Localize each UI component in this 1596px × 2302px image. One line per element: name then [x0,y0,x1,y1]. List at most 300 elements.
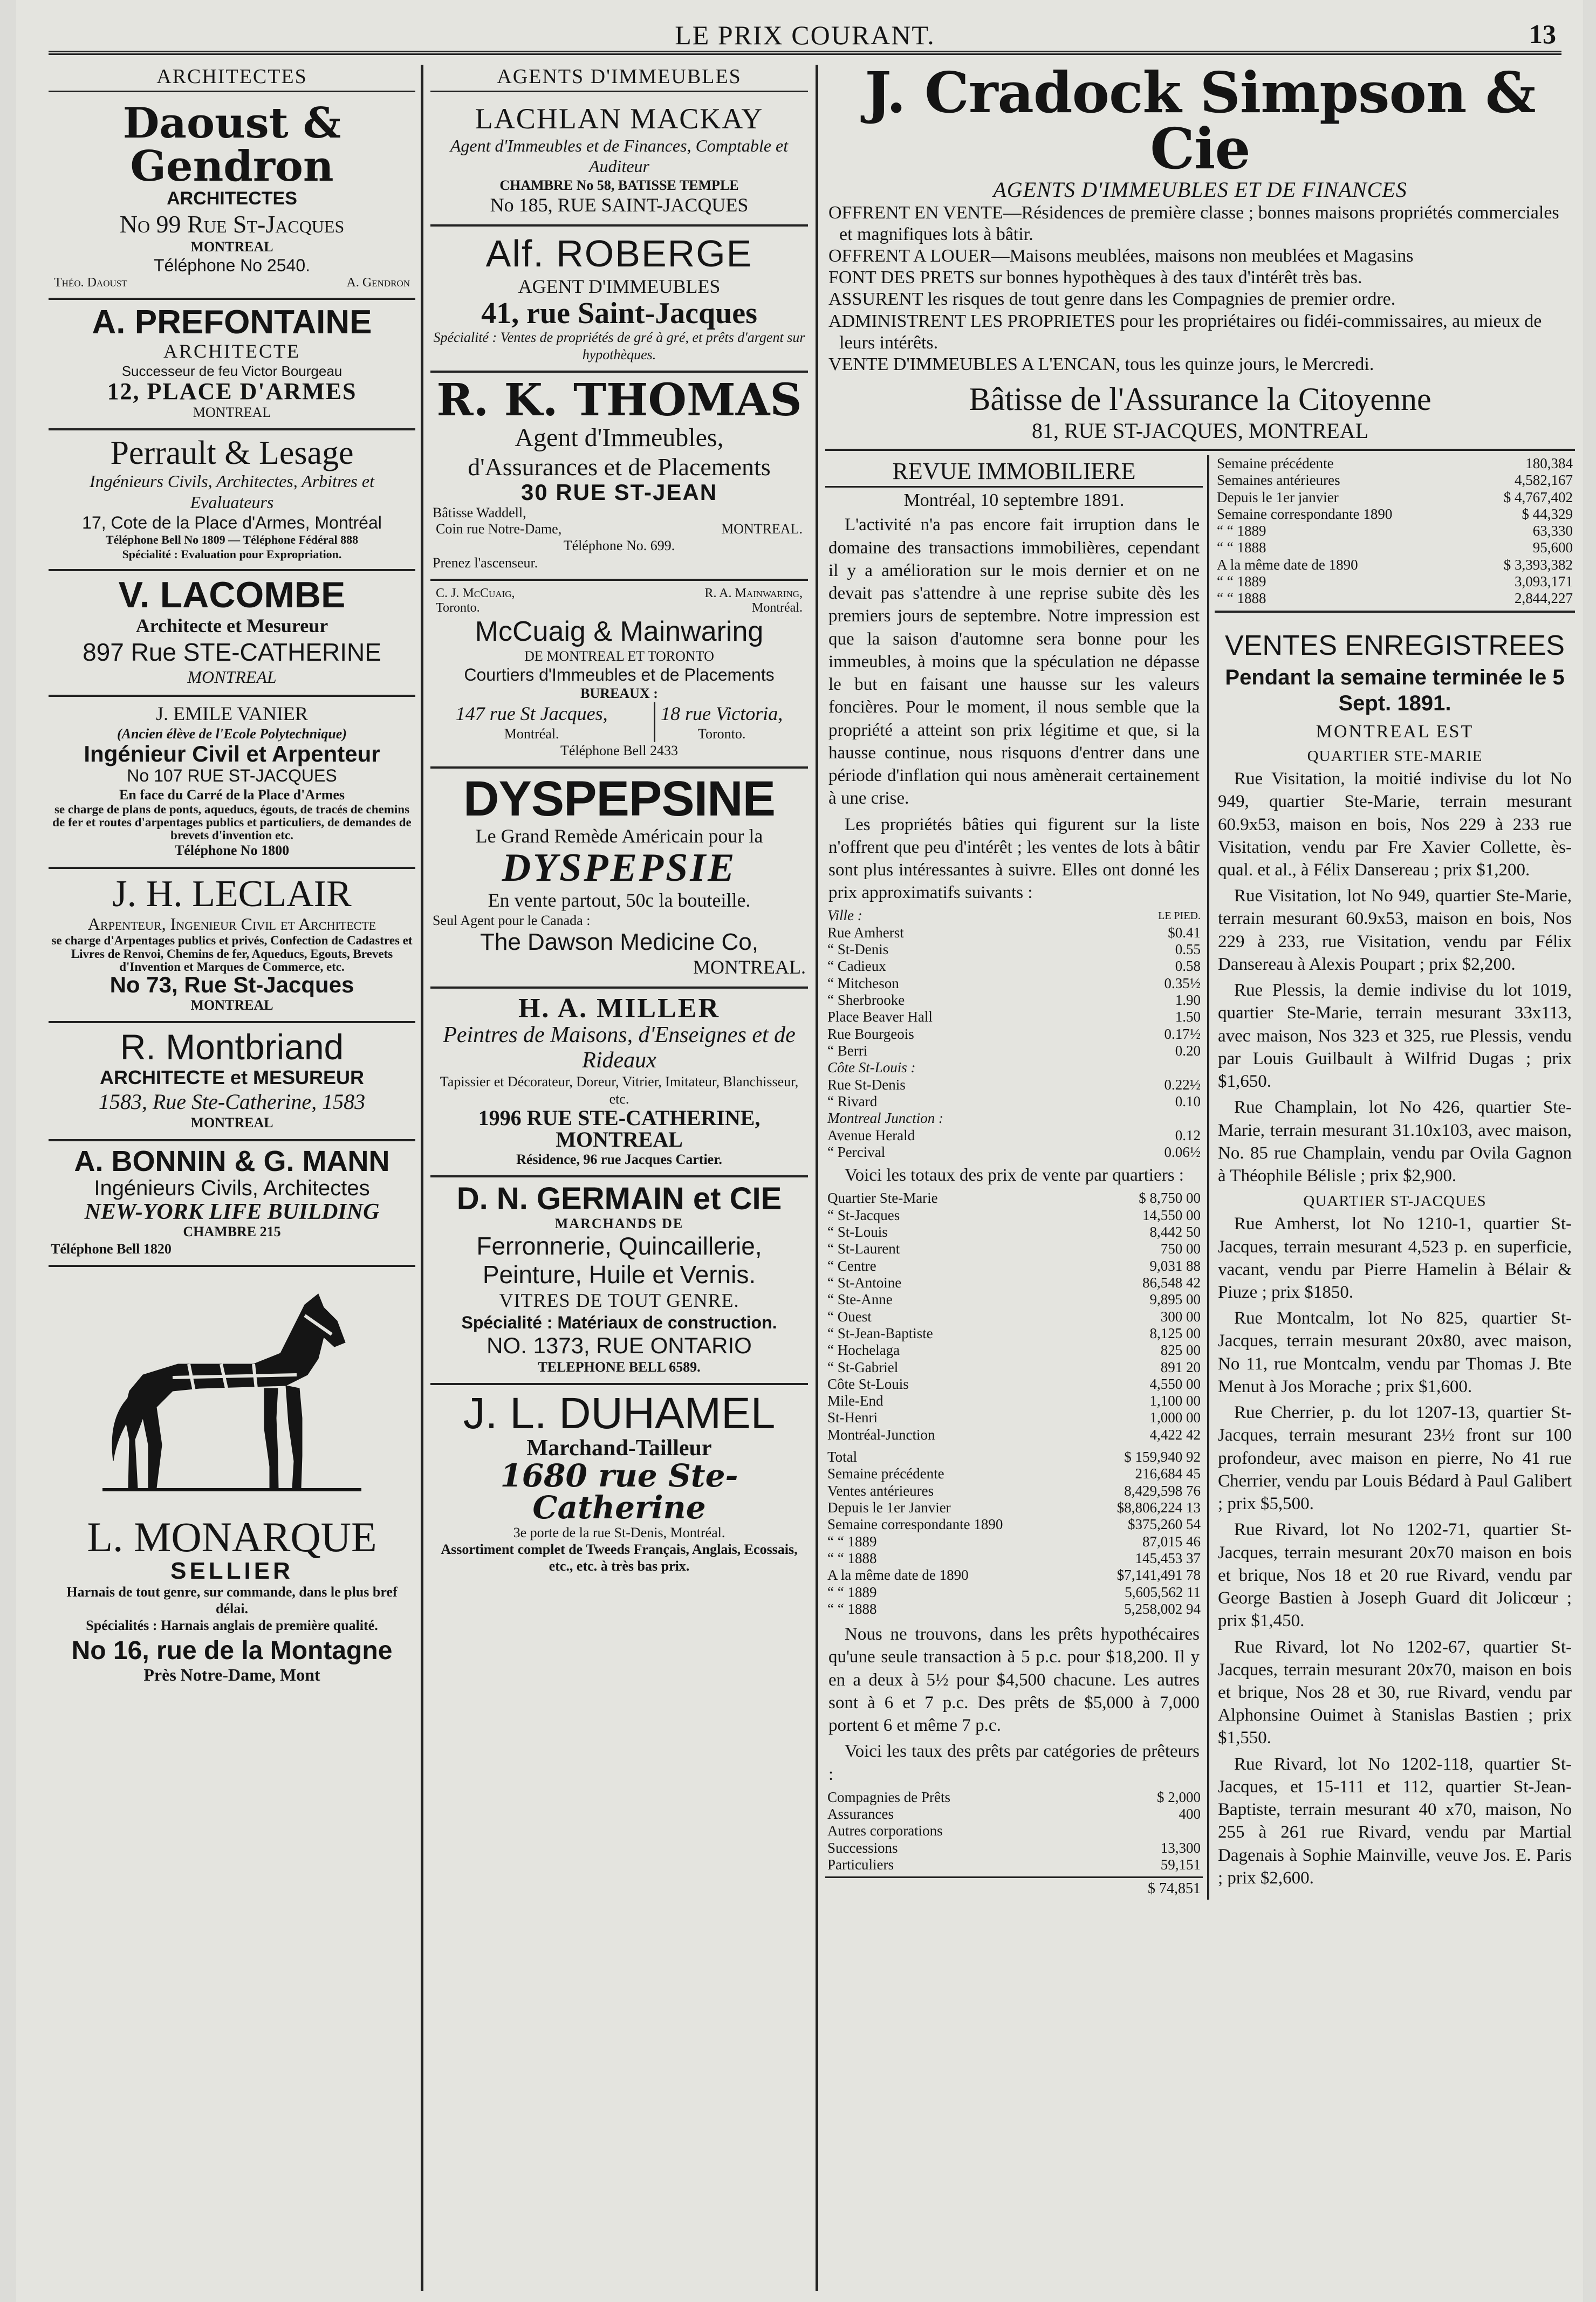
ad-prefontaine [49,300,415,430]
row-label: “ “ 1888 [827,1600,877,1617]
row-label: “ St-Louis [827,1224,888,1240]
revue-immobiliere [825,455,1209,1900]
quartier-totals-table [825,1190,1203,1443]
firm-city: MONTREAL [190,997,273,1013]
firm-phones: Téléphone Bell No 1809 — Téléphone Fédéral 888 [105,533,359,547]
office-city: Toronto. [697,725,746,742]
row-value: $375,260 54 [1128,1516,1201,1533]
ad-cradock-simpson [825,65,1575,451]
lenders-table [825,1789,1203,1874]
firm-address: 12, PLACE D'ARMES [107,378,357,405]
quartier-row [825,1359,1203,1376]
row-value: 0.10 [1175,1093,1201,1109]
sale-entry: Rue Amherst, lot No 1210-1, quartier St-Jacques, terrain mesurant 4,523 p. en superficie, vacant, vendu par Pierre Hamelin à Bélair & Piuze ; prix $1850. [1218,1214,1572,1302]
firm-role: Courtiers d'Immeubles et de Placements [464,665,775,685]
firm-role: AGENTS D'IMMEUBLES ET DE FINANCES [993,177,1407,202]
row-label: “ Mitcheson [827,975,899,991]
row-value: 1,100 00 [1149,1393,1201,1409]
ad-leclair [49,869,415,1023]
ad-roberge [430,227,808,373]
row-label: Rue Bourgeois [827,1025,914,1042]
stats-row [1215,557,1575,573]
row-value: 2,844,227 [1515,590,1573,607]
product-tagline: Le Grand Remède Américain pour la [475,825,763,847]
ad-montbriand [49,1023,415,1141]
firm-address: 1996 RUE STE-CATHERINE, MONTREAL [478,1105,761,1152]
product-name: DYSPEPSINE [463,771,775,827]
firm-specialty: Spécialité : Evaluation pour Expropriation. [122,547,342,561]
table-group-label: Côte St-Louis : [827,1059,916,1076]
firm-role: MARCHANDS DE [554,1215,684,1231]
product-company: The Dawson Medicine Co, [480,929,758,956]
summary-totals-table [825,1449,1203,1618]
firm-phone: Téléphone No. 699. [563,538,675,554]
firm-address: No 99 Rue St-Jacques [119,210,345,238]
row-label: Ventes antérieures [827,1482,934,1499]
lenders-total: $ 74,851 [825,1876,1203,1900]
firm-city: MONTREAL [187,667,277,687]
row-label: “ “ 1888 [1217,590,1266,607]
ad-perrault-lesage [49,430,415,571]
lot-price-row [825,1127,1203,1144]
sale-entry: Rue Champlain, lot No 426, quartier Ste-Marie, terrain mesurant 31.10x103, avec maison, No. 85 rue Champlain, vendu par Ovila Gagnon à Théophile Bélisle ; prix $2,900. [1218,1098,1572,1186]
partner-name: R. A. Mainwaring, [704,586,803,600]
quartier-row [825,1275,1203,1291]
stats-row [1215,455,1575,472]
firm-note: Prenez l'ascenseur. [433,554,538,571]
row-label: “ Rivard [827,1093,878,1109]
ad-vanier [49,697,415,868]
row-value: $ 44,329 [1522,505,1573,522]
firm-name: J. H. LECLAIR [112,873,352,915]
firm-room: CHAMBRE No 58, BATISSE TEMPLE [499,177,739,193]
row-value: $7,141,491 78 [1116,1567,1201,1584]
firm-role: ARCHITECTE et MESUREUR [99,1066,365,1089]
row-value: 1.50 [1175,1009,1201,1025]
firm-role: d'Assurances et de Placements [468,453,771,481]
firm-name: Perrault & Lesage [110,435,354,472]
firm-education: (Ancien élève de l'Ecole Polytechnique) [117,726,347,742]
lot-price-row [825,958,1203,975]
firm-name: A. PREFONTAINE [92,304,372,341]
revue-paragraph: L'activité n'a pas encore fait irruption dans le domaine des transactions immobilières, cependant il y a amélioration sur le mois dernier et on ne devait pas s'attendre à une reprise subite dès les premiers jours de septembre. Notre impression est que la saison d'automne sera bonne pour les immeubles, à moins que la spéculation ne dépasse le but en faisant une hausse sur les valeurs foncières. Pour le moment, il nous semble que la propriété a atteint son prix légitime et que, si la hausse continue, nous risquons d'entrer dans une période d'inflation qui nous amènerait certainement à une crise. [828,515,1200,809]
summary-row [825,1516,1203,1533]
row-label: “ Percival [827,1143,886,1160]
lot-prices-table [825,907,1203,1161]
firm-city: MONTREAL [193,404,271,420]
row-value: 14,550 00 [1142,1207,1201,1223]
row-label: “ St-Laurent [827,1241,900,1257]
partner-name: C. J. McCuaig, [436,586,515,600]
district-heading: MONTREAL EST [1316,722,1474,742]
summary-row [825,1601,1203,1618]
office-city: Montréal. [504,725,559,742]
firm-name: J. Cradock Simpson & Cie [865,65,1536,182]
row-label: “ Centre [827,1257,876,1274]
firm-building: Bâtisse Waddell, [433,505,526,521]
row-label: “ “ 1889 [1217,523,1266,539]
firm-address: 41, rue Saint-Jacques [481,297,757,331]
stats-row [1215,523,1575,539]
ad-bonnin-mann [49,1141,415,1267]
firm-role: Architecte et Mesureur [135,614,328,636]
product-sale: En vente partout, 50c la bouteille. [488,889,751,911]
row-value: 4,550 00 [1149,1375,1201,1392]
revue-paragraph: Les propriétés bâties qui figurent sur la liste n'offrent que peu d'intérêt ; les ventes de lots à bâtir sont plus intéressantes à suivre. Elles ont donné les prix approximatifs suivants : [828,814,1200,903]
column-rule [816,65,818,2291]
firm-succession: Successeur de feu Victor Bourgeau [121,362,343,379]
firm-name: L. MONARQUE [87,1513,377,1560]
firm-city: MONTREAL [190,238,273,255]
row-label: “ “ 1889 [1217,573,1266,590]
firm-address: 1680 rue Ste-Catherine [500,1457,738,1526]
row-label: Depuis le 1er janvier [1217,489,1339,505]
row-value: 0.17½ [1164,1025,1201,1042]
row-label: Semaine précédente [1217,455,1334,471]
page-number: 13 [1529,19,1556,49]
row-label: Mile-End [827,1393,883,1409]
office-address: 147 rue St Jacques, [455,702,608,724]
column-rule [421,65,423,2291]
row-label: A la même date de 1890 [827,1567,969,1584]
firm-offices-label: BUREAUX : [580,686,658,702]
quartier-heading: QUARTIER STE-MARIE [1307,748,1483,765]
stats-row [1215,573,1575,590]
row-label: Quartier Ste-Marie [827,1190,938,1207]
firm-location: 3e porte de la rue St-Denis, Montréal. [513,1524,725,1540]
quartier-row [825,1342,1203,1359]
summary-row [825,1483,1203,1499]
column-cradock-revue [825,65,1575,2291]
row-value: 0.22½ [1164,1076,1201,1093]
row-value: $8,806,224 13 [1116,1499,1201,1516]
row-label: Semaine précédente [827,1465,944,1482]
firm-description: Ingénieurs Civils, Architectes, Arbitres et Evaluateurs [90,471,374,512]
partner-city: Montréal. [752,600,803,615]
sale-entry: Rue Rivard, lot No 1202-118, quartier St-Jacques, et 15-111 et 112, quartier St-Jean-Baptiste, terrain mesurant 40 x70, maison, No 255 à 261 rue Rivard, vendu par Martial Dagenais à Sophie Mainville, veuve Jos. E. Paris ; prix $2,600. [1218,1754,1572,1888]
lot-price-row [825,1144,1203,1161]
firm-phone: TELEPHONE BELL 6589. [538,1359,701,1375]
partner-name: A. Gendron [346,276,410,290]
sale-entry: Rue Cherrier, p. du lot 1207-13, quartier St-Jacques, terrain mesurant 23½ front sur 100 profondeur, avec maison en pierre, No 41 rue Cherrier, vendu par Louis Bédard à Paul Galibert ; prix $5,500. [1218,1403,1572,1514]
firm-location: En face du Carré de la Place d'Armes [119,786,345,803]
sale-entry: Rue Montcalm, lot No 825, quartier St-Jacques, terrain mesurant 20x80, avec maison, No 11, rue Montcalm, vendu par Thomas J. Bte Menut à Jos Morache ; prix $1,600. [1218,1308,1572,1396]
stats-row [1215,590,1575,607]
firm-name: H. A. MILLER [518,993,721,1024]
row-value: 891 20 [1160,1359,1201,1375]
firm-description: Harnais de tout genre, sur commande, dans le plus bref délai. [66,1584,398,1616]
row-label: Total [827,1449,858,1465]
lot-price-row [825,1009,1203,1025]
row-label: “ Cadieux [827,958,886,975]
firm-name: J. EMILE VANIER [156,703,308,725]
row-label: Semaine correspondante 1890 [1217,505,1393,522]
firm-role: SELLIER [170,1557,293,1584]
row-value: 8,442 50 [1149,1224,1201,1240]
ad-germain [430,1177,808,1385]
row-label: “ Sherbrooke [827,992,905,1009]
firm-origin: DE MONTREAL ET TORONTO [524,648,714,664]
firm-name: V. LACOMBE [118,574,346,616]
row-label: “ “ 1888 [827,1550,877,1566]
row-value: 180,384 [1525,455,1573,471]
column-real-estate-agents [430,65,808,2291]
row-label: Avenue Herald [827,1127,915,1143]
firm-description: Tapissier et Décorateur, Doreur, Vitrier, Imitateur, Blanchisseur, etc. [440,1074,799,1107]
firm-room: CHAMBRE 215 [183,1224,281,1240]
quartier-row [825,1409,1203,1426]
row-label: Autres corporations [827,1823,943,1839]
firm-location: Près Notre-Dame, Mont [143,1665,320,1685]
section-heading: ARCHITECTES [49,65,415,92]
row-value [1099,1823,1203,1839]
table-group-label: Ville : [827,907,862,924]
firm-services [825,202,1575,375]
firm-role: ARCHITECTES [167,188,297,209]
firm-name: D. N. GERMAIN et CIE [456,1181,782,1217]
row-label: “ Hochelaga [827,1342,900,1359]
row-value: 400 [1179,1806,1201,1823]
row-value: 0.06½ [1164,1143,1201,1160]
quartier-row [825,1190,1203,1207]
row-label: A la même date de 1890 [1217,556,1358,573]
stats-row [1215,472,1575,489]
row-value: 145,453 37 [1135,1550,1201,1566]
row-label: Montréal-Junction [827,1426,935,1443]
sale-entry: Rue Rivard, lot No 1202-71, quartier St-Jacques, terrain mesurant 20x70 maison en bois et brique, Nos 18 et 20 rue Rivard, vendu par George Bastien à Joseph Guard dit Jolicœur ; prix $1,450. [1218,1520,1572,1631]
revue-paragraph: Voici les taux des prêts par catégories de prêteurs : [828,1742,1200,1784]
service-line: ADMINISTRENT LES PROPRIETES pour les propriétaires ou fidéi-commissaires, au mieux de leurs intérêts. [828,311,1542,353]
lender-row [825,1823,1203,1839]
firm-role: AGENT D'IMMEUBLES [518,276,721,298]
ad-mccuaig-mainwaring [430,581,808,769]
row-value: 8,429,598 76 [1124,1482,1201,1499]
firm-description: Agent d'Immeubles et de Finances, Comptable et Auditeur [450,136,789,176]
firm-description: se charge de plans de ponts, aqueducs, égouts, de tracés de chemins de fer et routes d'arpentages publics et particuliers, de demandes de brevets d'invention etc. [52,802,412,842]
row-label: “ St-Antoine [827,1274,902,1291]
row-value: 3,093,171 [1515,573,1573,590]
row-value: 0.20 [1175,1042,1201,1059]
ad-daoust-gendron [49,97,415,300]
product-word: DYSPEPSIE [502,846,737,890]
quartier-row [825,1241,1203,1257]
summary-row [825,1449,1203,1465]
row-label: “ St-Jean-Baptiste [827,1325,933,1341]
row-value: $ 3,393,382 [1503,556,1573,573]
firm-description: se charge d'Arpentages publics et privés, Confection de Cadastres et Livres de Renvoi, Chemins de fer, Aqueducs, Egouts, Brevets d'Invention et Marques de Commerce, etc. [51,934,413,974]
row-label: Compagnies de Prêts [827,1789,950,1805]
row-value: 86,548 42 [1142,1274,1201,1291]
summary-row [825,1567,1203,1584]
firm-phone: Téléphone No 2540. [154,256,310,276]
firm-name: R. Montbriand [120,1026,344,1067]
weekly-stats-table [1215,455,1575,607]
office-address: 18 rue Victoria, [661,702,783,724]
page-header [49,16,1561,55]
firm-name: Alf. ROBERGE [485,232,753,275]
row-value: $ 4,767,402 [1503,489,1573,505]
row-label: “ Ouest [827,1308,872,1325]
row-value: 59,151 [1160,1856,1201,1873]
revue-paragraph: Nous ne trouvons, dans les prêts hypothécaires qu'une seule transaction à 5 p.c. pour $18,200. Il y en a deux à 5½ pour $4,500 chacune. Les autres sont à 6 et 7 p.c. Des prêts de $5,000 à 7,000 portent 6 et même 7 p.c. [828,1625,1200,1736]
ad-ha-miller [430,989,808,1177]
ad-dyspepsine [430,769,808,989]
firm-role: Agent d'Immeubles, [515,423,724,453]
row-label: Semaines antérieures [1217,472,1340,489]
sale-entry: Rue Visitation, la moitié indivise du lot No 949, quartier Ste-Marie, terrain mesurant 60.9x53, maison en bois, Nos 229 à 233 rue Visitation, vendu par Fre Xavier Collette, ès-qual. et al., à Félix Dansereau ; prix $1,200. [1218,769,1572,880]
row-label: “ Berri [827,1042,868,1059]
revue-title: REVUE IMMOBILIERE [825,457,1203,488]
firm-residence: Résidence, 96 rue Jacques Cartier. [516,1152,722,1168]
newspaper-page [16,0,1583,2302]
row-label: “ St-Jacques [827,1207,900,1223]
row-value: 0.58 [1175,958,1201,975]
row-value: 4,582,167 [1515,472,1573,489]
row-value: 0.12 [1175,1127,1201,1143]
firm-address: 1583, Rue Ste-Catherine, 1583 [98,1090,366,1114]
sale-entry: Rue Rivard, lot No 1202-67, quartier St-Jacques, terrain mesurant 20x70, maison en bois et brique, Nos 28 et 30, rue Rivard, vendu par Alphonsine Ouimet à Stanislas Bastien ; prix $1,550. [1218,1637,1572,1748]
lot-price-row [825,975,1203,992]
row-value: 87,015 46 [1142,1533,1201,1550]
lot-price-row [825,1043,1203,1059]
quartier-row [825,1258,1203,1275]
quartier-row [825,1427,1203,1443]
service-line: OFFRENT EN VENTE—Résidences de première classe ; bonnes maisons propriétés commerciales et magnifiques lots à bâtir. [828,203,1559,245]
row-value: $0.41 [1168,924,1201,941]
firm-address: 17, Cote de la Place d'Armes, Montréal [82,513,382,533]
revue-paragraph: Voici les totaux des prix de vente par quartiers : [845,1166,1184,1186]
service-line: ASSURENT les risques de tout genre dans les Compagnies de premier ordre. [828,289,1396,310]
quartier-row [825,1376,1203,1393]
firm-specialty: Spécialité : Matériaux de construction. [461,1312,777,1332]
firm-phone: Téléphone Bell 1820 [51,1241,172,1257]
firm-role: Ingénieur Civil et Arpenteur [84,741,380,766]
lot-price-row [825,924,1203,941]
row-label: Depuis le 1er Janvier [827,1499,951,1516]
firm-address: No 73, Rue St-Jacques [109,971,354,997]
product-city: MONTREAL. [693,956,806,978]
firm-building: Bâtisse de l'Assurance la Citoyenne [969,381,1431,417]
ventes-week: Pendant la semaine terminée le 5 Sept. 1891. [1225,666,1565,716]
firm-name: A. BONNIN & G. MANN [74,1145,390,1177]
firm-phone: Téléphone No 1800 [174,842,290,859]
firm-address: 81, RUE ST-JACQUES, MONTREAL [1031,418,1369,443]
row-value: 750 00 [1160,1241,1201,1257]
summary-row [825,1550,1203,1567]
service-line: VENTE D'IMMEUBLES A L'ENCAN, tous les quinze jours, le Mercredi. [828,354,1374,374]
row-label: “ St-Gabriel [827,1359,899,1375]
quartier-row [825,1325,1203,1342]
row-value: 9,895 00 [1149,1291,1201,1308]
lot-price-row [825,941,1203,958]
row-value: 216,684 45 [1135,1465,1201,1482]
firm-address: No 185, RUE SAINT-JACQUES [490,194,749,216]
ad-duhamel [430,1385,808,1582]
row-label: Côte St-Louis [827,1375,909,1392]
row-value: 63,330 [1532,523,1573,539]
masthead-title: LE PRIX COURANT. [675,20,935,50]
service-line: FONT DES PRETS sur bonnes hypothèques à des taux d'intérêt très bas. [828,268,1362,288]
row-value: 0.35½ [1164,975,1201,991]
ad-lachlan-mackay [430,97,808,227]
row-value: 5,258,002 94 [1124,1600,1201,1617]
firm-address: 897 Rue STE-CATHERINE [83,638,381,666]
stats-row [1215,489,1575,506]
row-value: 4,422 42 [1149,1426,1201,1443]
firm-role: ARCHITECTE [163,340,300,362]
summary-row [825,1499,1203,1516]
ad-monarque [49,1267,415,1693]
firm-address: 30 RUE ST-JEAN [520,479,718,505]
row-label: “ “ 1889 [827,1533,877,1550]
revue-dateline: Montréal, 10 septembre 1891. [903,490,1125,510]
firm-city: MONTREAL. [721,521,803,537]
row-label: Rue St-Denis [827,1076,906,1093]
row-value: $ 8,750 00 [1139,1190,1201,1207]
firm-role: Ingénieurs Civils, Architectes [94,1176,370,1200]
ad-lacombe [49,571,415,697]
row-label: “ St-Denis [827,941,889,958]
ad-rk-thomas [430,373,808,581]
row-value: 13,300 [1160,1839,1201,1856]
firm-address: NO. 1373, RUE ONTARIO [487,1333,752,1359]
row-label: “ “ 1888 [1217,539,1266,556]
summary-row [825,1465,1203,1482]
row-value: $ 2,000 [1157,1789,1201,1805]
sale-entry: Rue Plessis, la demie indivise du lot 1019, quartier Ste-Marie, terrain mesurant 33x113, avec maison, Nos 323 et 325, rue Plessis, vendu par Louis Guilbault à Wilfrid Dugas ; prix $1,650. [1218,981,1572,1092]
stats-row [1215,539,1575,556]
horse-illustration [92,1283,372,1510]
row-label: Semaine correspondante 1890 [827,1516,1003,1533]
firm-goods: Ferronnerie, Quincaillerie, Peinture, Huile et Vernis. [476,1231,762,1289]
column-architects [49,65,415,2291]
firm-name: R. K. THOMAS [436,374,802,426]
row-label: Place Beaver Hall [827,1009,933,1025]
firm-city: MONTREAL [190,1115,273,1131]
row-value: 95,600 [1532,539,1573,556]
row-label: Particuliers [827,1856,894,1873]
summary-row [825,1584,1203,1601]
firm-specialty: Spécialité : Ventes de propriétés de gré à gré, et prêts d'argent sur hypothèques. [433,330,805,362]
lot-price-row [825,1077,1203,1093]
row-value: 5,605,562 11 [1125,1584,1201,1600]
section-heading: AGENTS D'IMMEUBLES [430,65,808,92]
firm-name: LACHLAN MACKAY [475,102,764,135]
firm-role: Peintres de Maisons, d'Enseignes et de Rideaux [443,1023,796,1073]
row-value: 1,000 00 [1149,1409,1201,1426]
firm-corner: Coin rue Notre-Dame, [436,521,562,537]
firm-stock: Assortiment complet de Tweeds Français, Anglais, Ecossais, etc., etc. à très bas prix. [441,1541,798,1574]
firm-name: McCuaig & Mainwaring [475,615,764,647]
partner-name: Théo. Daoust [54,276,127,290]
row-value: 9,031 88 [1149,1257,1201,1274]
firm-phone: Téléphone Bell 2433 [560,742,679,758]
row-value: 8,125 00 [1149,1325,1201,1341]
lender-row [825,1806,1203,1823]
sale-entry: Rue Visitation, lot No 949, quartier Ste-Marie, terrain mesurant 60.9x53, maison en bois, Nos 229 à 233, rue Visitation, vendu par Félix Dansereau à Alexis Poupart ; prix $2,200. [1218,886,1572,974]
service-line: OFFRENT A LOUER—Maisons meublées, maisons non meublées et Magasins [828,246,1414,266]
firm-role: Marchand-Tailleur [526,1436,712,1461]
row-label: Rue Amherst [827,924,904,941]
row-value: $ 159,940 92 [1124,1449,1201,1465]
lender-row [825,1856,1203,1873]
row-label: “ “ 1889 [827,1584,877,1600]
firm-name: J. L. DUHAMEL [463,1389,776,1438]
firm-role: Arpenteur, Ingenieur Civil et Architecte [87,914,376,934]
ventes-enregistrees [1209,455,1575,1900]
lot-price-row [825,1093,1203,1110]
row-value: 300 00 [1160,1308,1201,1325]
